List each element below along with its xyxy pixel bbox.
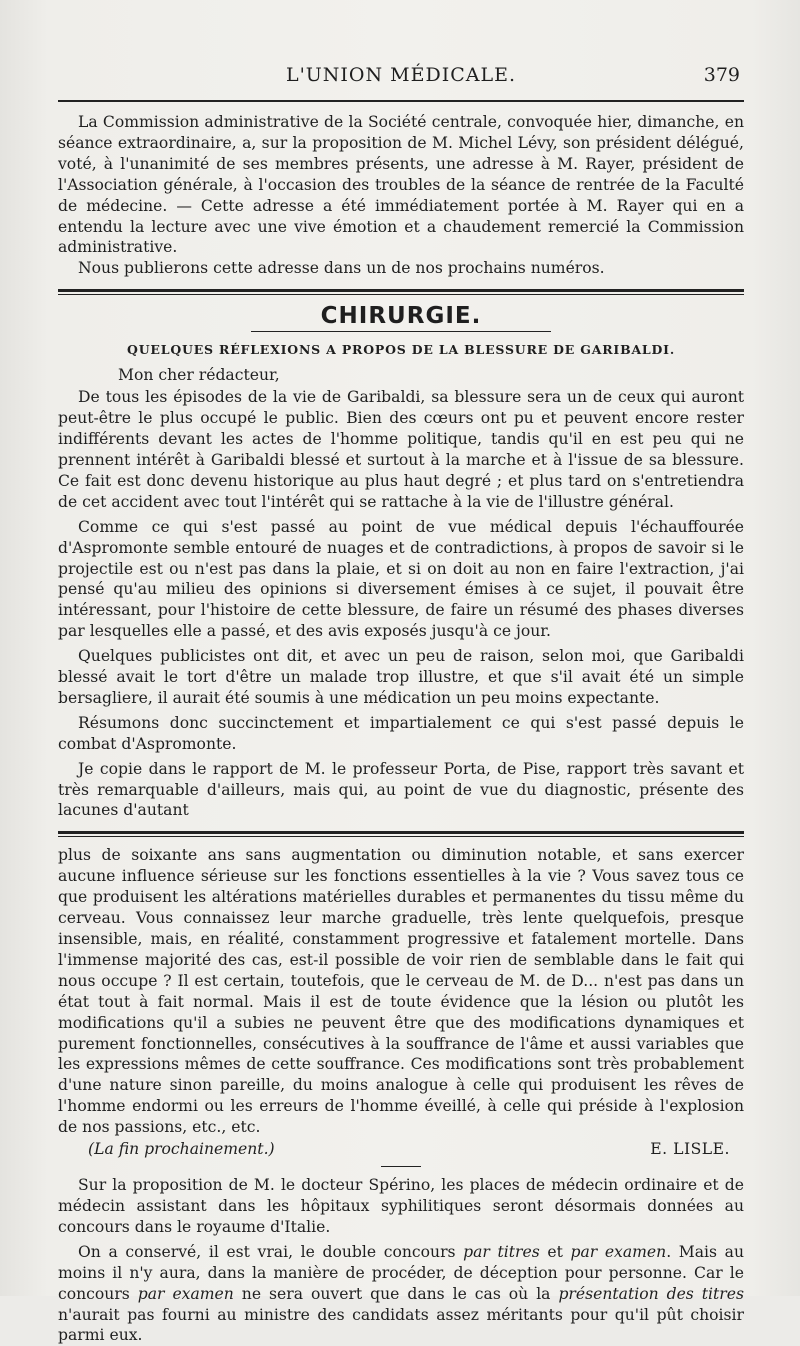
article-paragraph: Résumons donc succinctement et impartialement ce qui s'est passé depuis le combat d'Aspromonte. <box>58 713 744 753</box>
notice-divider <box>381 1166 421 1167</box>
salutation: Mon cher rédacteur, <box>118 366 280 385</box>
header-rule <box>58 100 744 102</box>
feuilleton-text: plus de soixante ans sans augmentation ou diminution notable, et sans exercer aucune influence sérieuse sur les fonctions essentielles à la vie ? Vous savez tous ce que produisent les altérations matérielles durables et permanentes du tissu même du cerveau. Vous connaissez leur marche graduelle, très lente quelquefois, presque insensible, mais, en réalité, constamment progressive et fatalement mortelle. Dans l'immense majorité des cas, est-il possible de voir rien de semblable dans le fait qui nous occupe ? Il est certain, toutefois, que le cerveau de M. de D... n'est pas dans un état tout à fait normal. Mais il est de toute évidence que la lésion ou plutôt les modifications qu'il a subies ne peuvent être que des modifications dynamiques et purement fonctionnelles, consécutives à la souffrance de l'âme et aussi variables que les expressions mêmes de cette souffrance. Ces modifications sont très probablement d'une nature sinon pareille, du moins analogue à celle qui produisent les rêves de l'homme endormi ou les erreurs de l'homme éveillé, à celle qui préside à l'explosion de nos passions, etc., etc. <box>58 846 744 1137</box>
article-paragraph: Quelques publicistes ont dit, et avec un peu de raison, selon moi, que Garibaldi blessé avait le tort d'être un malade trop illustre, et que s'il avait été un simple bersagliere, il aurait été soumis à une médication un peu moins expectante. <box>58 647 744 707</box>
page-number: 379 <box>703 64 740 86</box>
author-signature: E. LISLE. <box>650 1140 730 1159</box>
article-paragraph: Comme ce qui s'est passé au point de vue médical depuis l'échauffourée d'Aspromonte semble entouré de nuages et de contradictions, à propos de savoir si le projectile est ou n'est pas dans la plaie, et si on doit au non en faire l'extraction, j'ai pensé qu'au milieu des opinions si diversement émises à ce sujet, il pouvait être intéressant, pour l'histoire de cette blessure, de faire un résumé des phases diverses par lesquelles elle a passé, et des avis exposés jusqu'à ce jour. <box>58 517 744 641</box>
running-title: L'UNION MÉDICALE. <box>285 64 517 86</box>
intro-paragraph-2: Nous publierons cette adresse dans un de nos prochains numéros. <box>78 259 605 278</box>
article-paragraph: Je copie dans le rapport de M. le professeur Porta, de Pise, rapport très savant et très remarquable d'ailleurs, mais qui, au point de vue du diagnostic, présente des lacunes d'autant <box>58 759 744 820</box>
feuilleton-signature-line <box>58 1139 744 1160</box>
intro-paragraph: La Commission administrative de la Société centrale, convoquée hier, dimanche, en séance extraordinaire, a, sur la proposition de M. Michel Lévy, son président délégué, voté, à l'unanimité de ses membres présents, une adresse à M. Rayer, président de l'Association générale, à l'occasion des troubles de la séance de rentrée de la Faculté de médecine. — Cette adresse a été immédiatement portée à M. Rayer qui en a entendu la lecture avec une vive émotion et a chaudement remercié la Commission administrative. <box>58 113 744 257</box>
notice-paragraph: Sur la proposition de M. le docteur Spérino, les places de médecin ordinaire et de médecin assistant dans les hôpitaux syphilitiques seront désormais données au concours dans le royaume d'Italie. <box>58 1176 744 1236</box>
article-title: QUELQUES RÉFLEXIONS A PROPOS DE LA BLESSURE DE GARIBALDI. <box>127 342 675 358</box>
section-divider <box>58 289 744 295</box>
to-be-continued: (La fin prochainement.) <box>88 1140 275 1159</box>
notice-paragraph-2: On a conservé, il est vrai, le double concours par titres et par examen. Mais au moins il n'y aura, dans la manière de procéder, de déception pour personne. Car le concours par examen ne sera ouvert que dans le cas où la présentation des titres n'aurait pas fourni au ministre des candidats assez méritants pour qu'il pût choisir parmi eux. <box>58 1242 744 1345</box>
section-title: CHIRURGIE. <box>320 303 482 330</box>
section-title-rule <box>251 331 551 332</box>
feuilleton-divider <box>58 831 744 837</box>
page-content <box>58 112 744 1346</box>
article-paragraph: De tous les épisodes de la vie de Garibaldi, sa blessure sera un de ceux qui auront peut-être le plus occupé le public. Bien des cœurs ont pu et peuvent encore rester indifférents devant les actes de l'homme politique, tandis qu'il en est peu qui ne prennent intérêt à Garibaldi blessé et surtout à la marche et à l'issue de sa blessure. Ce fait est donc devenu historique au plus haut degré ; et plus tard on s'entretiendra de cet accident avec tout l'intérêt qui se rattache à la vie de l'illustre général. <box>58 388 744 511</box>
page-header <box>58 60 744 94</box>
